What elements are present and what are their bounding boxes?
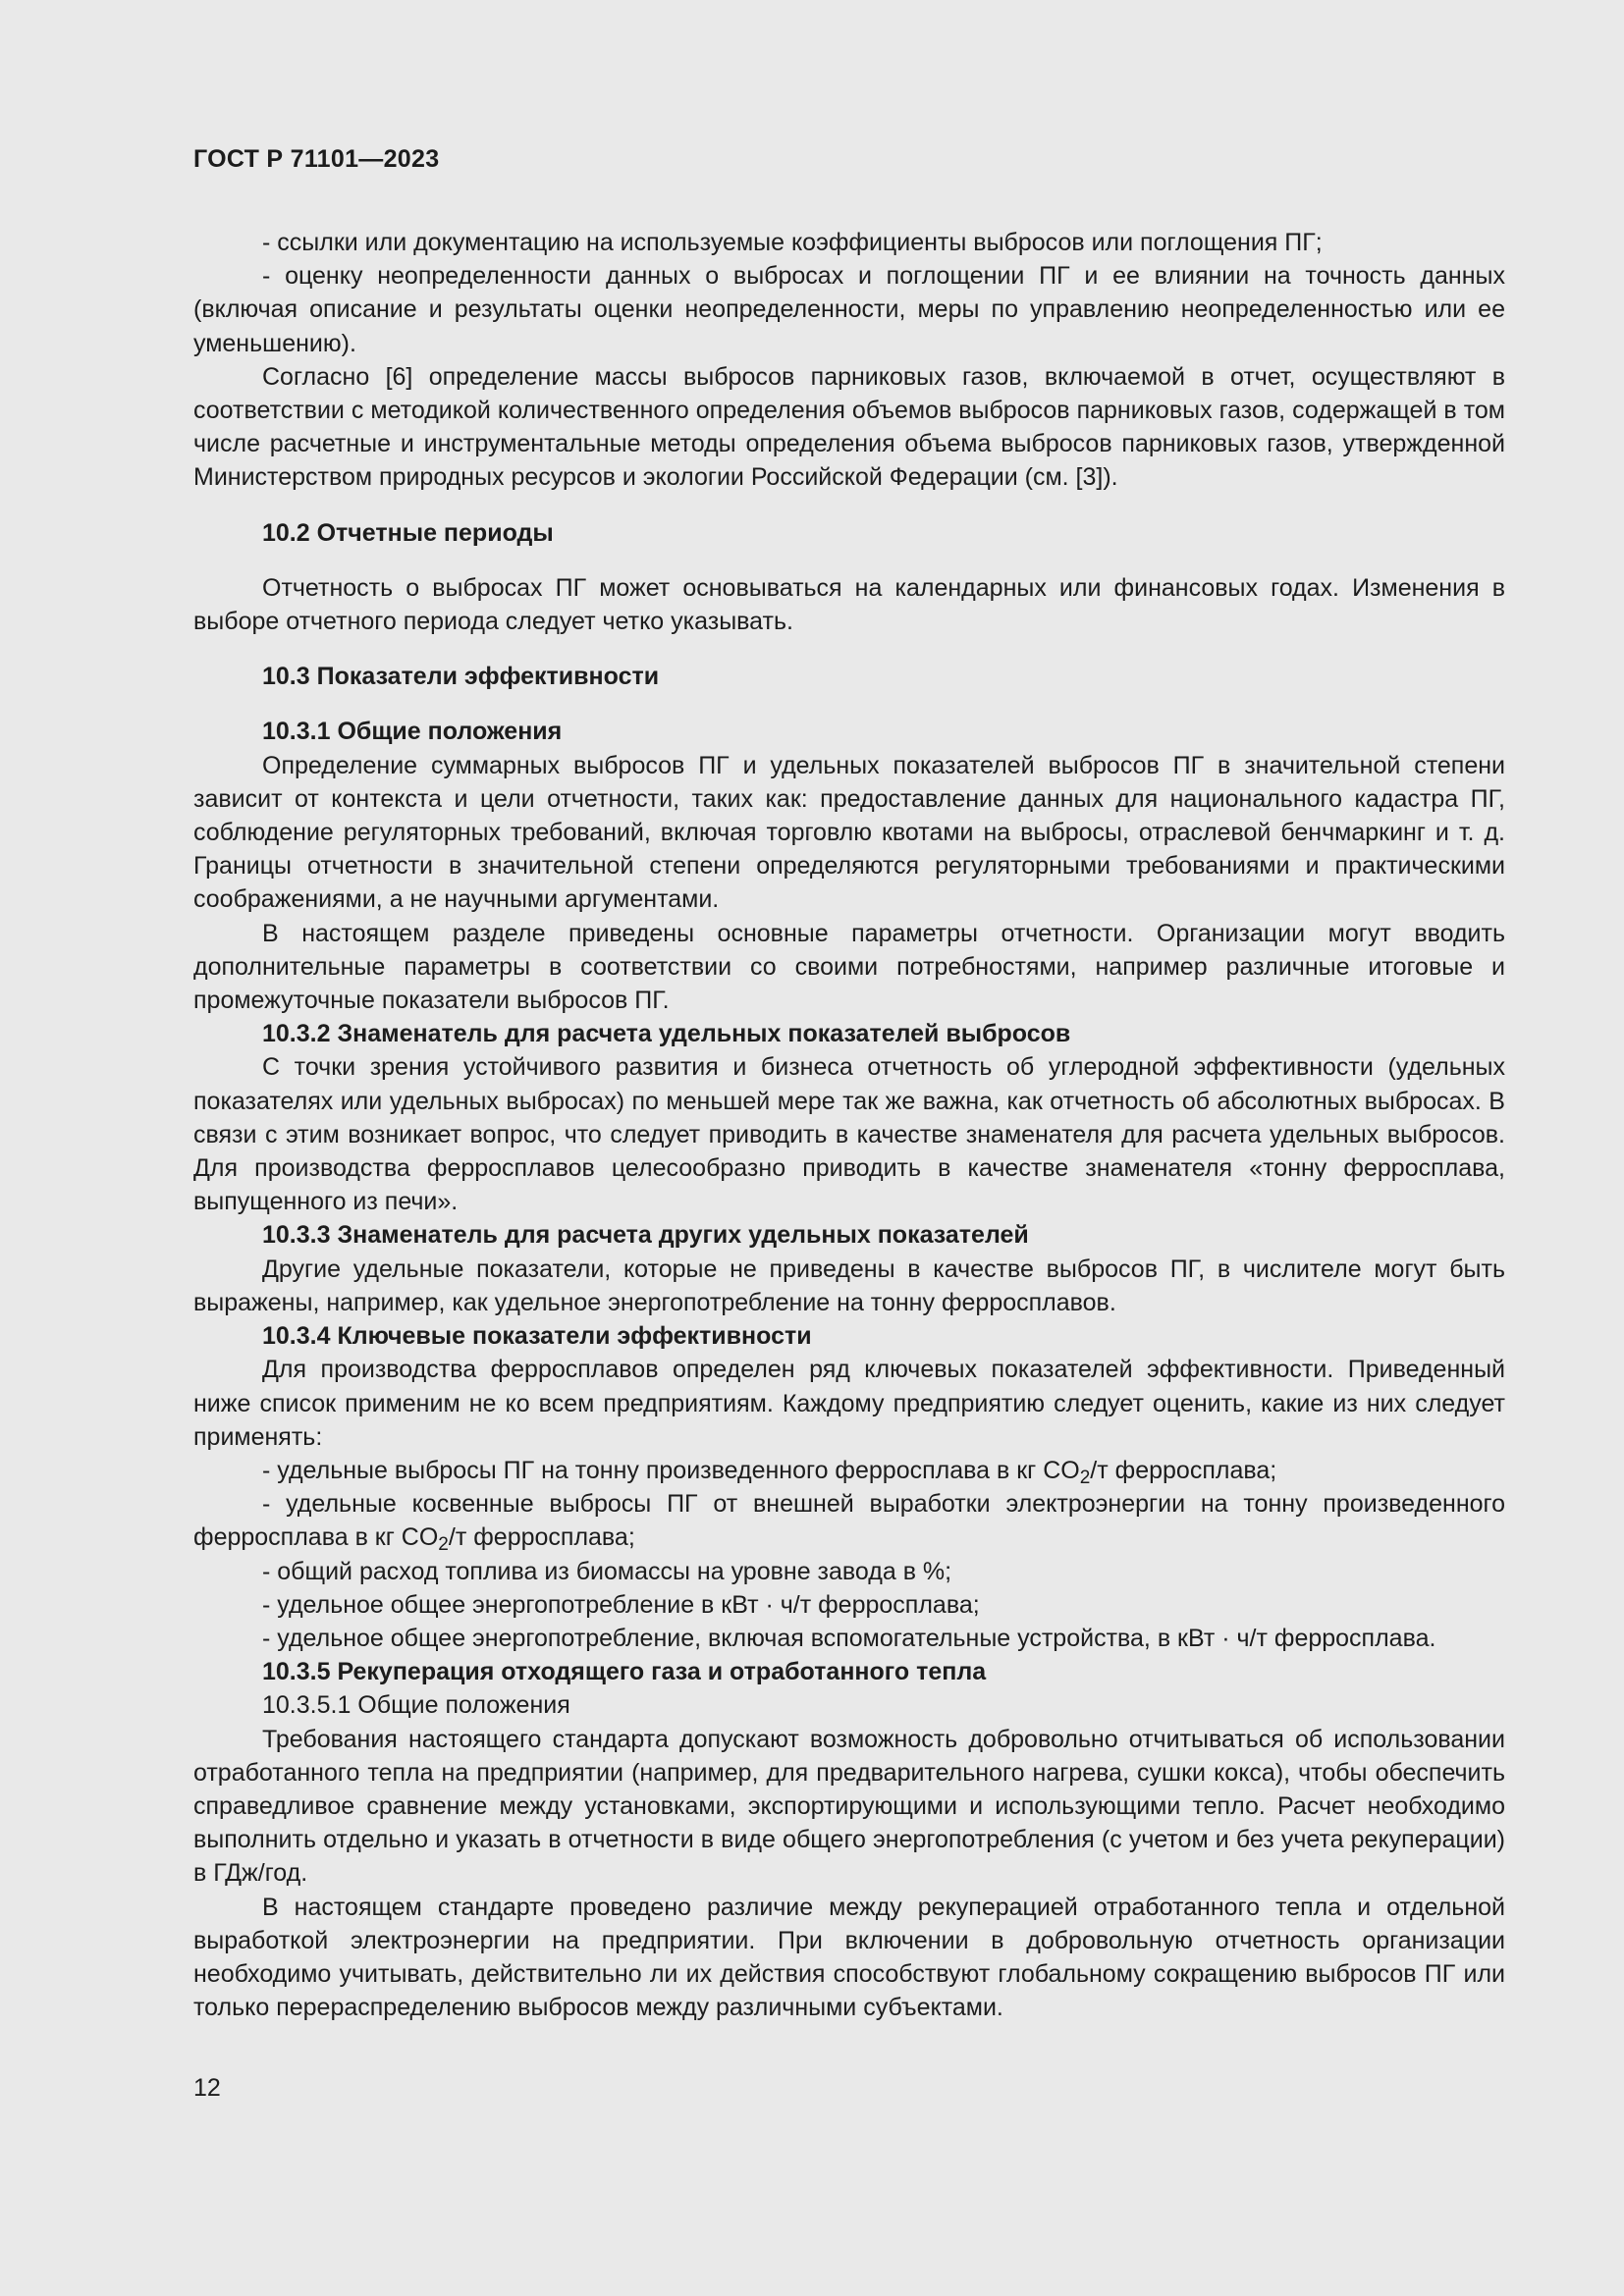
subscript: 2 <box>1079 1467 1091 1488</box>
list-item: - оценку неопределенности данных о выбросах и поглощении ПГ и ее влиянии на точность данных (включая описание и результаты оценки неопределенности, меры по управлению неопределенностью или ее уменьшению). <box>193 262 1505 357</box>
paragraph: Другие удельные показатели, которые не приведены в качестве выбросов ПГ, в числителе могут быть выражены, например, как удельное энергопотребление на тонну ферросплавов. <box>193 1255 1505 1316</box>
section-heading-10-3: 10.3 Показатели эффективности <box>262 663 660 691</box>
list-item: - удельное общее энергопотребление, включая вспомогательные устройства, в кВт · ч/т ферросплава. <box>262 1624 1436 1652</box>
list-item <box>193 1454 1505 1487</box>
section-heading-10-3-2: 10.3.2 Знаменатель для расчета удельных показателей выбросов <box>262 1020 1071 1048</box>
list-item: - ссылки или документацию на используемые коэффициенты выбросов или поглощения ПГ; <box>262 229 1323 256</box>
paragraph: Отчетность о выбросах ПГ может основываться на календарных или финансовых годах. Изменения в выборе отчетного периода следует четко указывать. <box>193 573 1505 636</box>
list-item-text: - удельные выбросы ПГ на тонну произведенного ферросплава в кг CO <box>262 1456 1080 1484</box>
page-number: 12 <box>193 2074 221 2102</box>
section-heading-10-3-4: 10.3.4 Ключевые показатели эффективности <box>262 1322 812 1351</box>
section-heading-10-2: 10.2 Отчетные периоды <box>262 518 554 547</box>
list-item-text: /т ферросплава; <box>448 1523 635 1552</box>
paragraph: С точки зрения устойчивого развития и бизнеса отчетность об углеродной эффективности (удельных показателях или удельных выбросах) по меньшей мере так же важна, как отчетность об абсолютных выбросах. В связи с этим возникает вопрос, что следует приводить в качестве знаменателя для расчета удельных выбросов. Для производства ферросплавов целесообразно приводить в качестве знаменателя «тонну ферросплава, выпущенного из печи». <box>193 1053 1505 1216</box>
paragraph: Согласно [6] определение массы выбросов парниковых газов, включаемой в отчет, осуществляют в соответствии с методикой количественного определения объемов выбросов парниковых газов, содержащей в том числе расчетные и инструментальные методы определения объема выбросов парниковых газов, утвержденной Министерством природных ресурсов и экологии Российской Федерации (см. [3]). <box>193 362 1505 492</box>
paragraph: В настоящем стандарте проведено различие между рекуперацией отработанного тепла и отдельной выработкой электроэнергии на предприятии. При включении в добровольную отчетность организации необходимо учитывать, действительно ли их действия способствуют глобальному сокращению выбросов ПГ или только перераспределению выбросов между различными субъектами. <box>193 1893 1505 2022</box>
list-item-text: - удельные косвенные выбросы ПГ от внешней выработки электроэнергии на тонну произведенного ферросплава в кг CO <box>193 1490 1505 1552</box>
list-item-text: /т ферросплава; <box>1090 1456 1277 1484</box>
list-item: - удельное общее энергопотребление в кВт · ч/т ферросплава; <box>262 1590 980 1619</box>
list-item: - общий расход топлива из биомассы на уровне завода в %; <box>262 1557 952 1585</box>
subscript: 2 <box>438 1534 449 1556</box>
section-heading-10-3-1: 10.3.1 Общие положения <box>262 718 563 746</box>
document-body <box>193 226 1505 2024</box>
document-header: ГОСТ Р 71101—2023 <box>193 145 440 173</box>
paragraph: В настоящем разделе приведены основные параметры отчетности. Организации могут вводить дополнительные параметры в соответствии со своими потребностями, например различные итоговые и промежуточные показатели выбросов ПГ. <box>193 919 1505 1015</box>
paragraph: Для производства ферросплавов определен ряд ключевых показателей эффективности. Приведенный ниже список применим не ко всем предприятиям. Каждому предприятию следует оценить, какие из них следует применять: <box>193 1356 1505 1451</box>
section-heading-10-3-5-1: 10.3.5.1 Общие положения <box>262 1691 570 1720</box>
paragraph: Требования настоящего стандарта допускают возможность добровольно отчитываться об использовании отработанного тепла на предприятии (например, для предварительного нагрева, сушки кокса), чтобы обеспечить справедливое сравнение между установками, экспортирующими и использующими тепло. Расчет необходимо выполнить отдельно и указать в отчетности в виде общего энергопотребления (с учетом и без учета рекуперации) в ГДж/год. <box>193 1725 1505 1888</box>
list-item <box>193 1487 1505 1554</box>
section-heading-10-3-3: 10.3.3 Знаменатель для расчета других удельных показателей <box>262 1221 1029 1250</box>
paragraph: Определение суммарных выбросов ПГ и удельных показателей выбросов ПГ в значительной степени зависит от контекста и цели отчетности, таких как: предоставление данных для национального кадастра ПГ, соблюдение регуляторных требований, включая торговлю квотами на выбросы, отраслевой бенчмаркинг и т. д. Границы отчетности в значительной степени определяются регуляторными требованиями и практическими соображениями, а не научными аргументами. <box>193 751 1505 914</box>
section-heading-10-3-5: 10.3.5 Рекуперация отходящего газа и отработанного тепла <box>262 1658 987 1686</box>
